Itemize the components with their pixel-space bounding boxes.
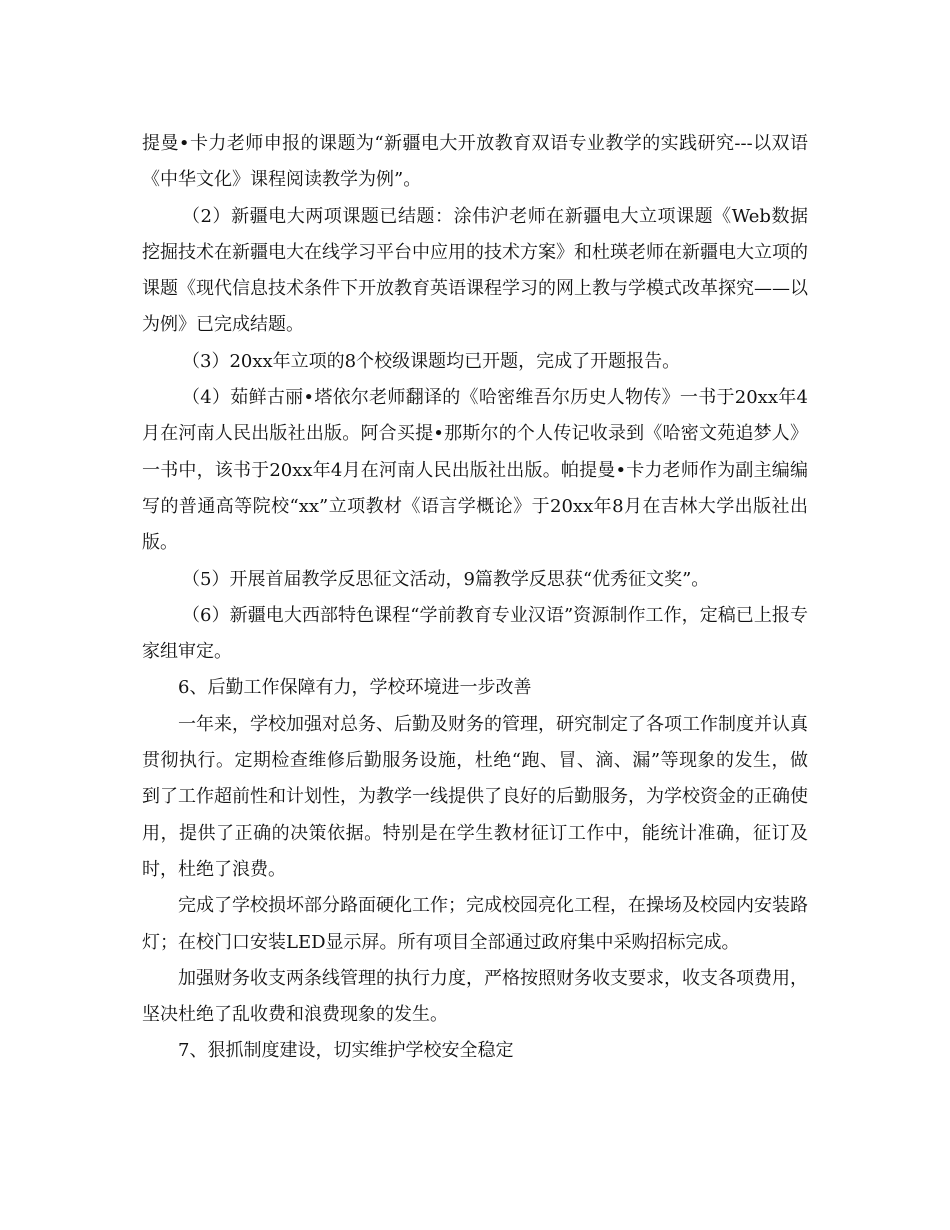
document-body [142, 126, 808, 1070]
paragraph-item-3: （3）20xx年立项的8个校级课题均已开题，完成了开题报告。 [182, 350, 681, 372]
paragraph-finance: 加强财务收支两条线管理的执行力度，严格按照财务收支要求，收支各项费用，坚决杜绝了乱收费和浪费现象的发生。 [142, 967, 808, 1026]
paragraph-item-5: （5）开展首届教学反思征文活动，9篇教学反思获“优秀征文奖”。 [182, 568, 710, 590]
paragraph-item-4: （4）茹鲜古丽•塔依尔老师翻译的《哈密维吾尔历史人物传》一书于20xx年4月在河南人民出版社出版。阿合买提•那斯尔的个人传记收录到《哈密文苑追梦人》一书中，该书于20xx年4月在河南人民出版社出版。帕提曼•卡力老师作为副主编编写的普通高等院校“xx”立项教材《语言学概论》于20xx年8月在吉林大学出版社出版。 [142, 387, 808, 554]
paragraph-continued-project: 提曼•卡力老师申报的课题为“新疆电大开放教育双语专业教学的实践研究---以双语《中华文化》课程阅读教学为例”。 [142, 133, 808, 191]
paragraph-logistics: 一年来，学校加强对总务、后勤及财务的管理，研究制定了各项工作制度并认真贯彻执行。定期检查维修后勤服务设施，杜绝“跑、冒、滴、漏”等现象的发生，做到了工作超前性和计划性，为教学一线提供了良好的后勤服务，为学校资金的正确使用，提供了正确的决策依据。特别是在学生教材征订工作中，能统计准确，征订及时，杜绝了浪费。 [142, 713, 808, 880]
paragraph-item-6: （6）新疆电大西部特色课程“学前教育专业汉语”资源制作工作，定稿已上报专家组审定。 [142, 604, 808, 663]
paragraph-construction: 完成了学校损坏部分路面硬化工作；完成校园亮化工程，在操场及校园内安装路灯；在校门口安装LED显示屏。所有项目全部通过政府集中采购招标完成。 [142, 895, 808, 953]
paragraph-item-2: （2）新疆电大两项课题已结题：涂伟沪老师在新疆电大立项课题《Web数据挖掘技术在新疆电大在线学习平台中应用的技术方案》和杜瑛老师在新疆电大立项的课题《现代信息技术条件下开放教育英语课程学习的网上教与学模式改革探究——以为例》已完成结题。 [142, 205, 808, 336]
section-heading-6: 6、后勤工作保障有力，学校环境进一步改善 [178, 677, 532, 699]
section-heading-7: 7、狠抓制度建设，切实维护学校安全稳定 [178, 1040, 514, 1062]
